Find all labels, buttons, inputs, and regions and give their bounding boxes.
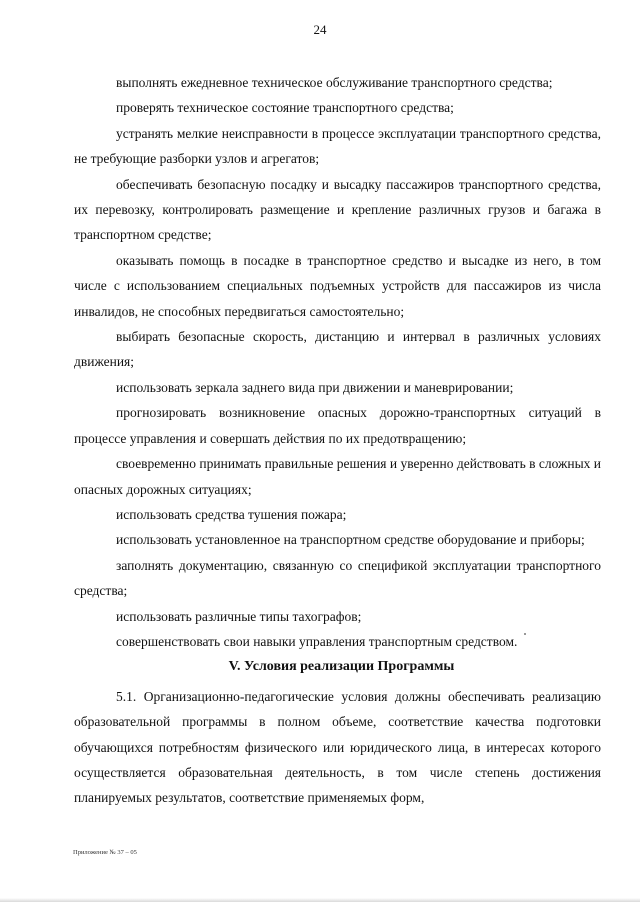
list-item-tachographs: использовать различные типы тахографов; (116, 608, 362, 624)
section-paragraph: 5.1. Организационно-педагогические условия должны обеспечивать реализацию образовательной программы в полном объеме, соответствие качества подготовки обучающихся потребностям физического или юридического лица, в интересах которого осуществляется образовательная деятельность, в том числе степень достижения планируемых результатов, соответствие применяемых форм, (74, 688, 601, 806)
list-item-fix-malfunctions: устранять мелкие неисправности в процессе эксплуатации транспортного средства, не требующие разборки узлов и агрегатов; (74, 125, 601, 167)
list-item-assist-disabled: оказывать помощь в посадке в транспортное средство и высадке из него, в том числе с использованием специальных подъемных устройств для пассажиров из числа инвалидов, не способных передвигаться самостоятельно; (74, 252, 601, 319)
list-item-fire-extinguishing: использовать средства тушения пожара; (116, 506, 347, 522)
list-item-safe-boarding: обеспечивать безопасную посадку и высадку пассажиров транспортного средства, их перевозку, контролировать размещение и крепление различных грузов и багажа в транспортном средстве; (74, 176, 601, 243)
list-item-forecast-situations: прогнозировать возникновение опасных дорожно-транспортных ситуаций в процессе управления и совершать действия по их предотвращению; (74, 405, 601, 446)
scan-speck (524, 633, 526, 635)
section-heading: V. Условия реализации Программы (228, 659, 455, 675)
page-number: 24 (313, 22, 327, 37)
list-item-improve-skills: совершенствовать свои навыки управления транспортным средством. (116, 633, 518, 649)
list-item-safe-speed: выбирать безопасные скорость, дистанцию и интервал в различных условиях движения; (74, 329, 601, 370)
footer-note: Приложение № 37 – 05 (73, 849, 137, 856)
list-item-fill-documentation: заполнять документацию, связанную со спецификой эксплуатации транспортного средства; (74, 557, 601, 599)
list-item-use-equipment: использовать установленное на транспортном средстве оборудование и приборы; (116, 532, 585, 548)
page-bottom-edge (0, 898, 640, 902)
list-item-check-condition: проверять техническое состояние транспортного средства; (116, 100, 454, 116)
document-body (74, 70, 601, 811)
list-item-timely-decisions: своевременно принимать правильные решения и уверенно действовать в сложных и опасных дорожных ситуациях; (74, 456, 601, 497)
list-item-mirrors: использовать зеркала заднего вида при движении и маневрировании; (116, 379, 514, 395)
list-item-daily-maintenance: выполнять ежедневное техническое обслуживание транспортного средства; (116, 75, 553, 90)
